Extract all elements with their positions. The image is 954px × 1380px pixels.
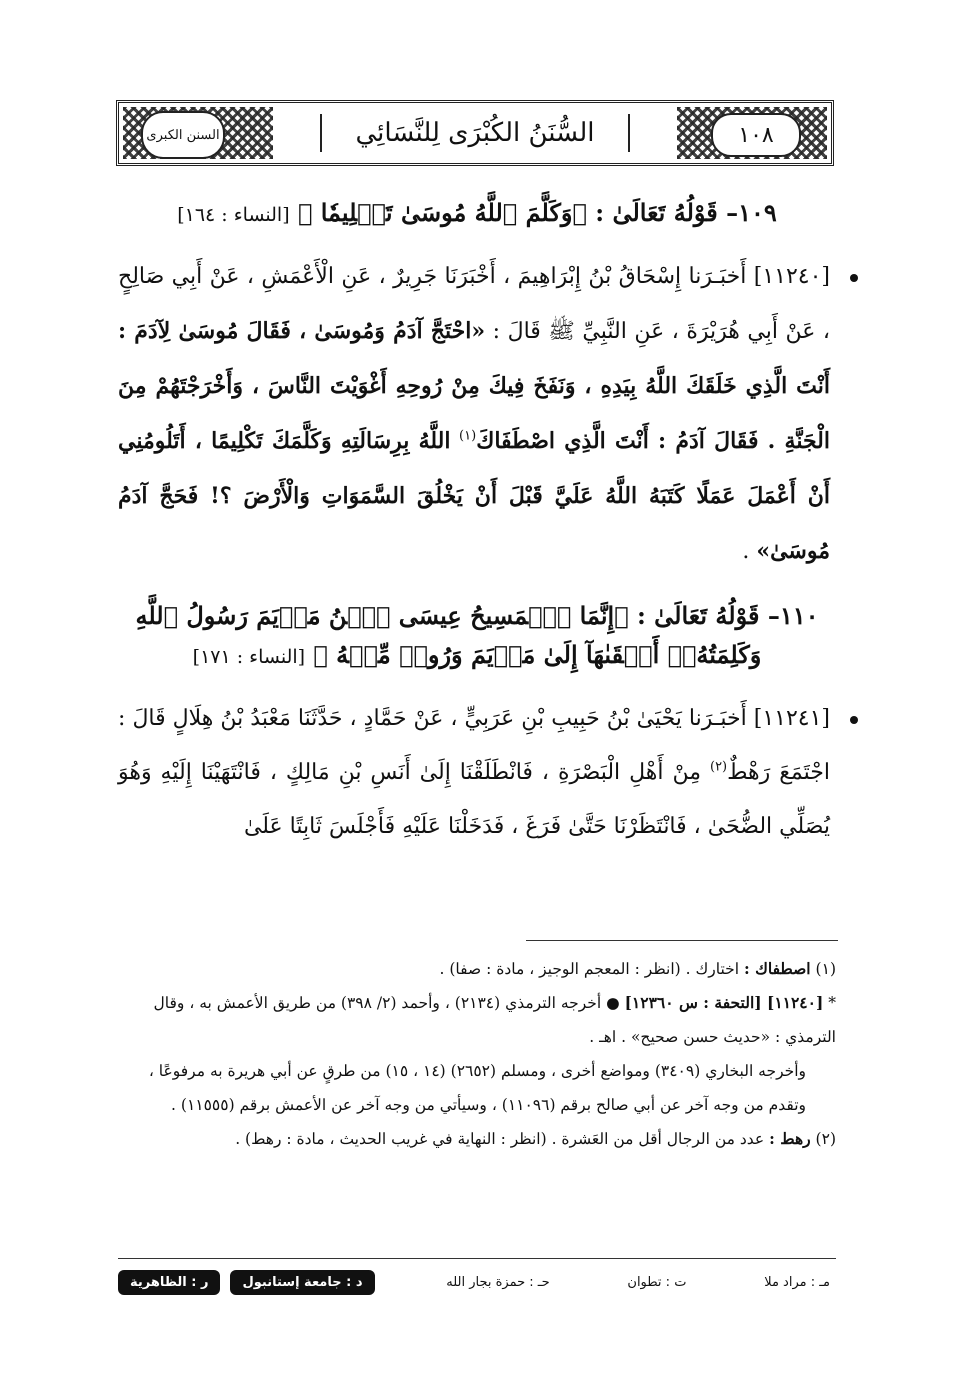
hadith-matn-continued: اللَّهُ بِرِسَالَتِهِ وَكَلَّمَكَ تَكْلِيمًا ، أَتَلُومُنِي أَنْ أَعْمَلَ عَمَلًا كَتَبَهُ اللَّهُ عَلَيَّ قَبْلَ أَنْ يَخْلُقَ السَّمَوَاتِ وَالْأَرْضَ ؟! فَحَجَّ آدَمُ مُوسَىٰ»	[118, 428, 830, 565]
page-header	[116, 100, 834, 166]
hadith-end: .	[742, 539, 757, 565]
footnote-mark: (٢)	[815, 1130, 836, 1148]
siglum-d: د : جامعة إستانبول	[230, 1270, 374, 1295]
hadith-11240	[118, 250, 836, 579]
footnote-term: اصطفاك :	[743, 959, 811, 978]
heading-text: – قَوْلُهُ تَعَالَىٰ : ﴿إِنَّمَا ٱلۡمَسِيحُ عِيسَى ٱبۡنُ مَرۡيَمَ رَسُولُ ٱللَّهِ وَكَلِمَتُهُۥٓ أَلۡقَىٰهَآ إِلَىٰ مَرۡيَمَ وَرُوحٞ مِّنۡهُ ﴾	[135, 601, 780, 669]
bottom-rule	[118, 1258, 836, 1259]
hadith-text: مِنْ أَهْلِ الْبَصْرَةِ ، فَانْطَلَقْنَا إِلَىٰ أَنَسِ بْنِ مَالِكٍ ، فَانْتَهَيْنَا إِلَيْهِ وَهُوَ يُصَلِّي الضُّحَىٰ ، فَانْتَظَرْنَا حَتَّىٰ فَرَغَ ، فَدَخَلْنَا عَلَيْهِ فَأَجْلَسَ ثَابِتًا عَلَىٰ	[118, 760, 830, 840]
footnote-mark-2[interactable]: (٢)	[709, 759, 728, 775]
footnote-separator	[526, 940, 838, 941]
page-number: ١٠٨	[711, 113, 801, 157]
hadith-isnad: أَخبَـرَنا يَحْيَىٰ بْنُ حَبِيبِ بْنِ عَرَبِيٍّ ، عَنْ حَمَّادٍ ، حَدَّثَنَا مَعْبَدُ بْنُ هِلَالٍ قَالَ : اجْتَمَعَ رَهْطٌ	[118, 706, 830, 786]
siglum-r: ر : الظاهرية	[118, 1270, 220, 1295]
siglum-tags	[118, 1270, 375, 1295]
siglum-h: حـ : حمزة بجار الله	[446, 1274, 550, 1290]
heading-number: ١٠٩	[738, 198, 777, 227]
footnote-text: ● أخرجه الترمذي (٢١٣٤) ، وأحمد (٢/ ٣٩٨) من طريق الأعمش به ، وقال الترمذي : «حديث حسن صحيح» . اهـ .	[153, 994, 836, 1046]
quran-reference: [النساء : ١٧١]	[192, 645, 306, 668]
footnote-term: [١١٢٤٠] [التحفة : س ١٢٣٦٠]	[624, 993, 824, 1012]
footnote-takhrij-continued	[118, 1054, 836, 1122]
siglum-m: مـ : مراد ملا	[764, 1274, 830, 1290]
hadith-matn: «احْتَجَّ آدَمُ وَمُوسَىٰ ، فَقَالَ مُوسَىٰ لِآدَمَ : أَنْتَ الَّذِي خَلَقَكَ اللَّهُ بِيَدِهِ ، وَنَفَخَ فِيكَ مِنْ رُوحِهِ أَغْوَيْتَ النَّاسَ ، وَأَخْرَجْتَهُمْ مِنَ الْجَنَّةِ . فَقَالَ آدَمُ : أَنْتَ الَّذِي اصْطَفَاكَ	[118, 318, 830, 455]
bullet-icon	[850, 716, 858, 724]
bullet-icon	[850, 274, 858, 282]
heading-text: – قَوْلُهُ تَعَالَىٰ : ﴿وَكَلَّمَ ٱللَّهُ مُوسَىٰ تَكۡلِيمٗا ﴾	[297, 198, 739, 227]
heading-number: ١١٠	[779, 601, 819, 631]
footnote-mark-1[interactable]: (١)	[459, 429, 477, 445]
siglum-t: ت : تطوان	[627, 1274, 687, 1290]
footnotes	[118, 952, 836, 1156]
footnote-mark: (١)	[815, 960, 836, 978]
footnote-text: وأخرجه البخاري (٣٤٠٩) ومواضع أخرى ، ومسلم (٢٦٥٢) (١٤ ، ١٥) من طرقٍ عن أبي هريرة به مرفوعًا ، وتقدم من وجه آخر عن أبي صالح برقم (١١٠٩٦) ، وسيأتي من وجه آخر عن الأعمش برقم (١١٥٥٥) .	[148, 1062, 806, 1114]
footnote-1	[118, 952, 836, 986]
footnote-text: اختارك . (انظر : المعجم الوجيز ، مادة : صفا) .	[439, 960, 740, 978]
quran-reference: [النساء : ١٦٤]	[177, 204, 290, 226]
manuscript-sigla-bar	[118, 1264, 836, 1300]
footnote-text: عدد من الرجال أقل من العَشرة . (انظر : النهاية في غريب الحديث ، مادة : رهط) .	[235, 1130, 765, 1148]
book-title: السُّنَنُ الكُبْرَى لِلنَّسَائِي	[320, 114, 631, 152]
section-heading-109	[118, 194, 836, 232]
footnote-term: رهط :	[769, 1129, 811, 1148]
footnote-takhrij-11240	[118, 986, 836, 1054]
hadith-isnad: أَخبَـرَنا إِسْحَاقُ بْنُ إِبْرَاهِيمَ ، أَخْبَرَنَا جَرِيرٌ ، عَنِ الْأَعْمَشِ ، عَنْ أَبِي صَالِحٍ ، عَنْ أَبِي هُرَيْرَةَ ، عَنِ النَّبِيِّ ﷺ قَالَ :	[118, 264, 830, 345]
footnote-mark: *	[828, 994, 836, 1012]
footnote-2	[118, 1122, 836, 1156]
hadith-number: [١١٢٤١]	[753, 706, 830, 732]
hadith-number: [١١٢٤٠]	[753, 264, 830, 290]
main-text	[118, 188, 836, 868]
hadith-11241	[118, 692, 836, 854]
section-heading-110	[118, 597, 836, 674]
book-logo: السنن الكبرى	[141, 111, 225, 159]
